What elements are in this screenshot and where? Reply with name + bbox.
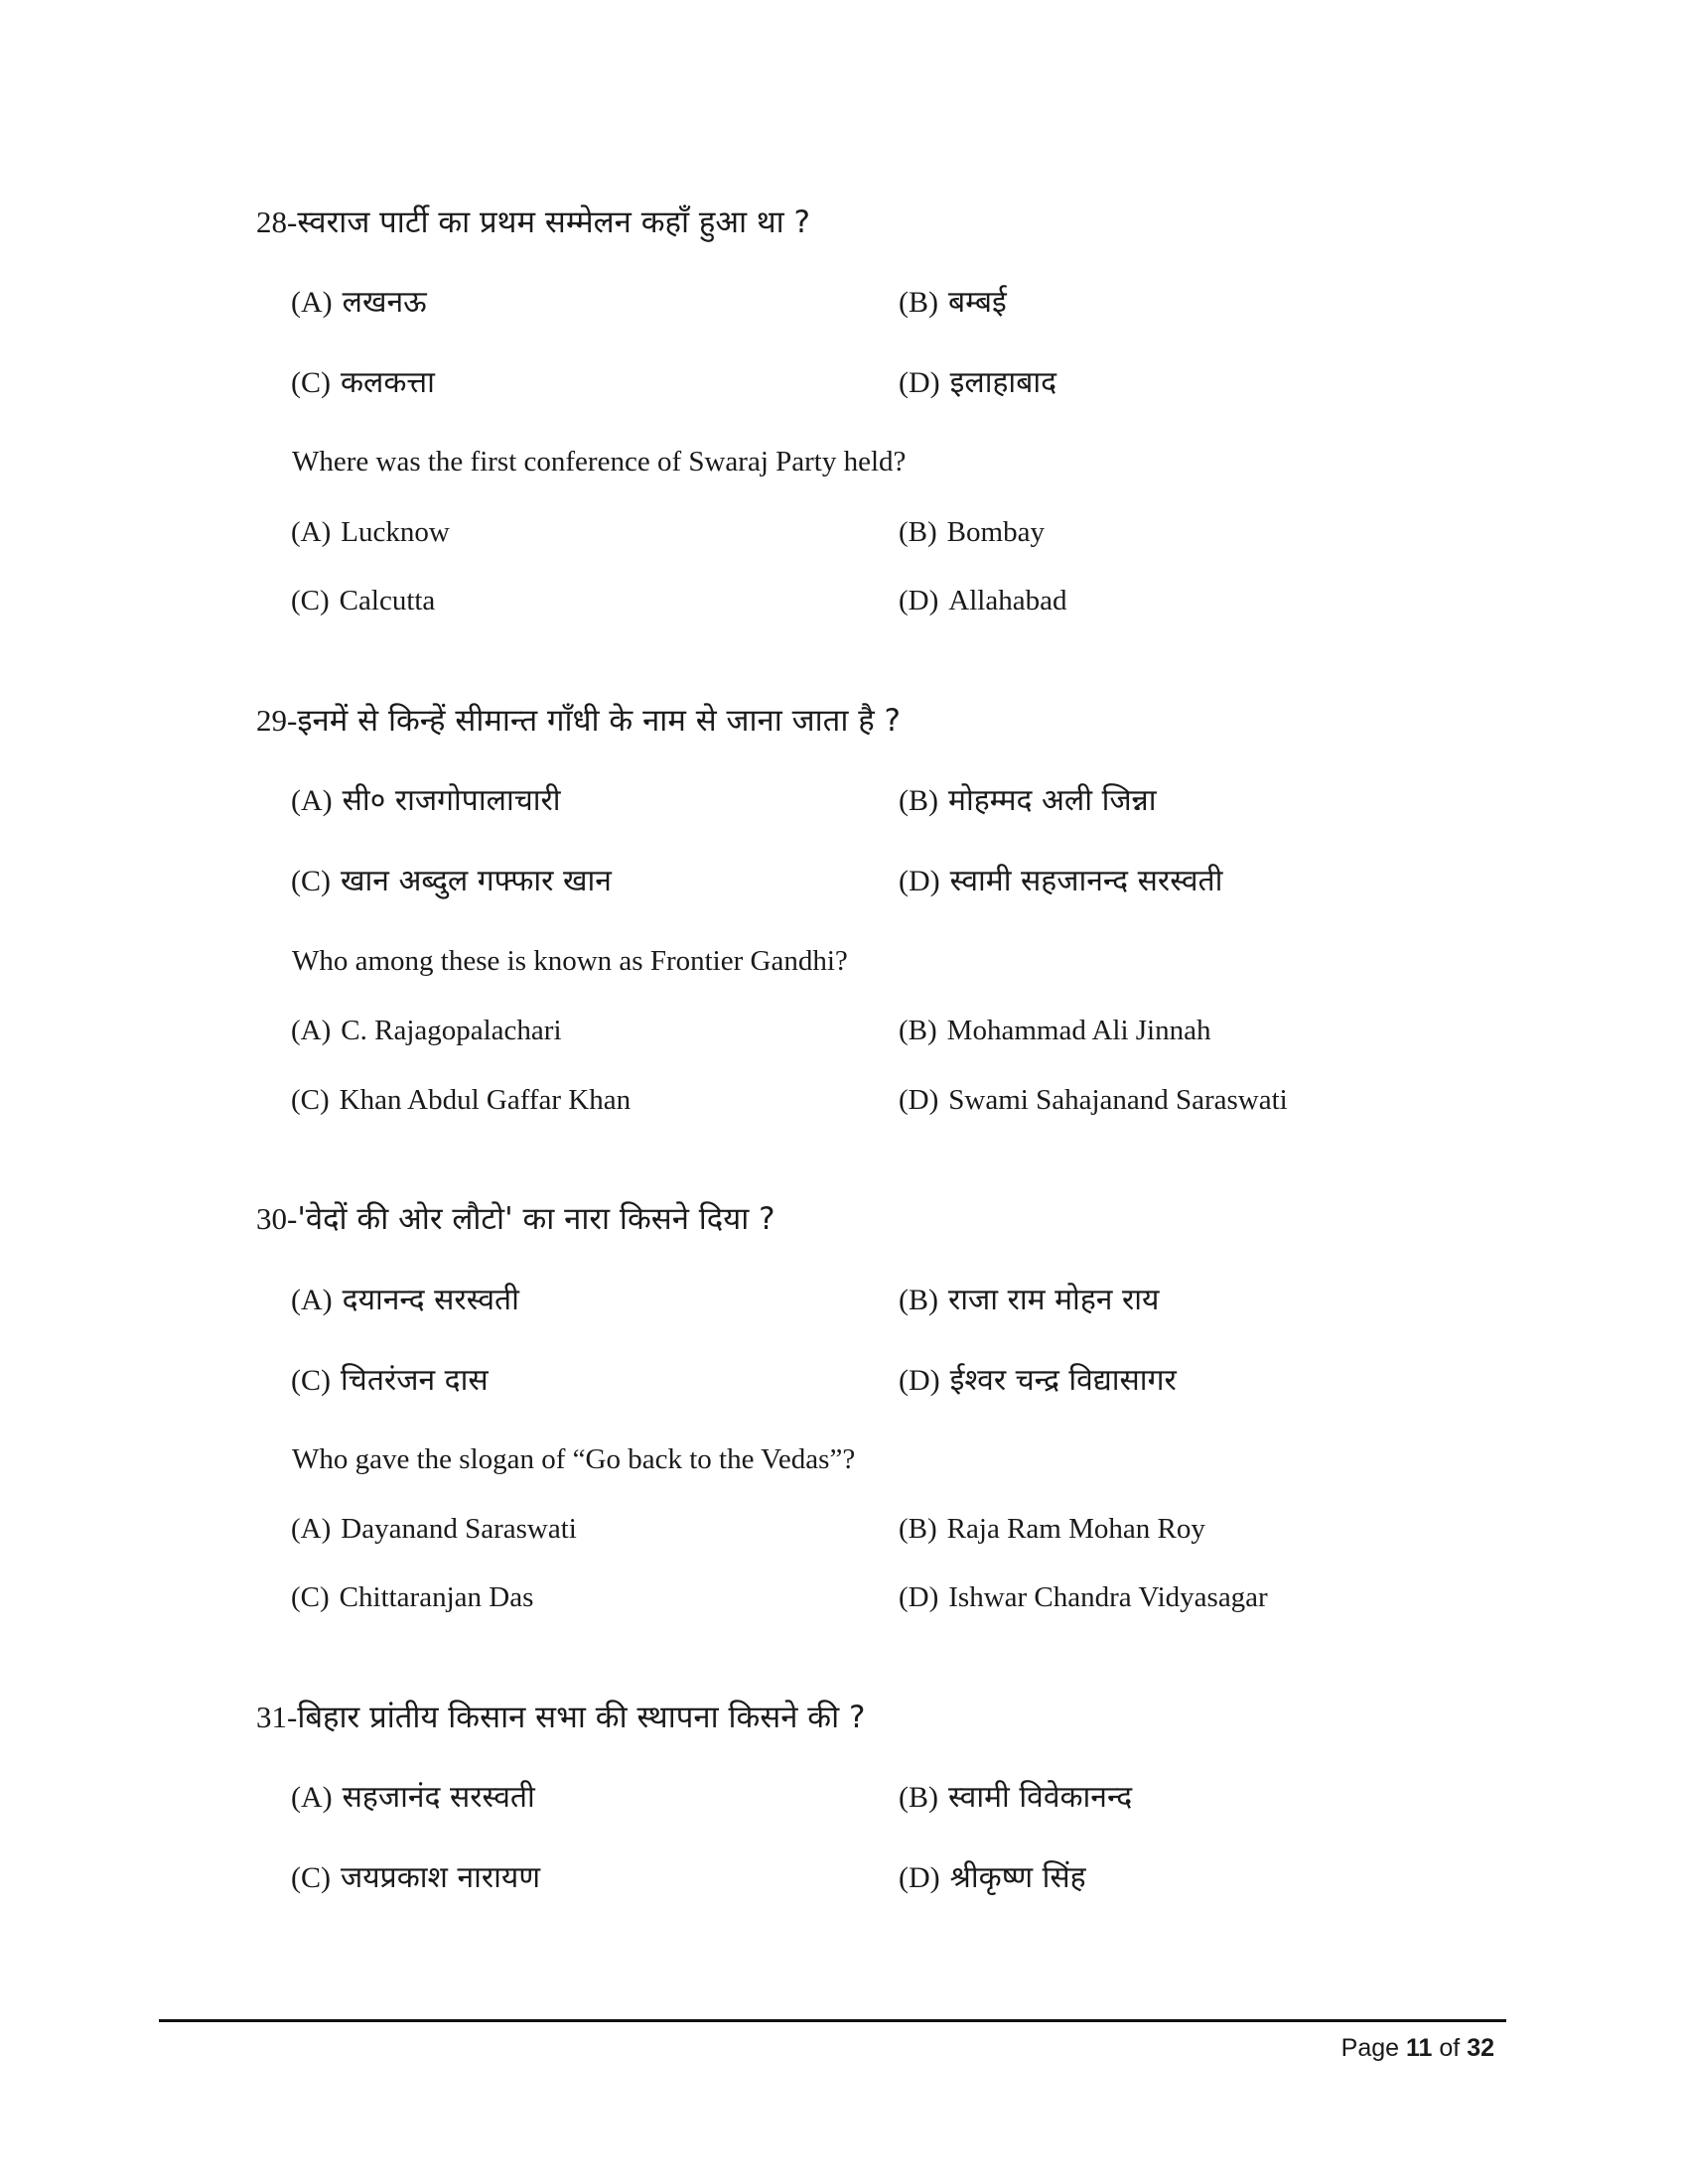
- option-a-english: [291, 1011, 562, 1050]
- option-text: Khan Abdul Gaffar Khan: [339, 1084, 632, 1116]
- option-letter: (C): [291, 1364, 331, 1397]
- option-text: कलकत्ता: [341, 365, 435, 400]
- option-c-hindi: [291, 363, 435, 403]
- option-letter: (B): [899, 286, 938, 319]
- option-b-hindi: [899, 1281, 1159, 1320]
- page-total: 32: [1467, 2034, 1494, 2062]
- option-text: Raja Ram Mohan Roy: [946, 1513, 1205, 1545]
- option-d-english: [899, 581, 1066, 620]
- option-letter: (A): [291, 286, 333, 319]
- option-letter: (B): [899, 784, 938, 817]
- option-letter: (C): [291, 1861, 331, 1894]
- option-text: खान अब्दुल गफ्फार खान: [341, 864, 612, 898]
- option-c-english: [291, 1080, 631, 1120]
- option-text: C. Rajagopalachari: [341, 1015, 562, 1046]
- option-text: Dayanand Saraswati: [341, 1513, 577, 1545]
- question-text: 'वेदों की ओर लौटो' का नारा किसने दिया ?: [297, 1201, 775, 1237]
- option-letter: (B): [899, 1513, 937, 1545]
- option-a-hindi: [291, 1778, 535, 1818]
- option-text: Allahabad: [948, 585, 1067, 616]
- option-d-hindi: [899, 1361, 1177, 1401]
- option-a-hindi: [291, 781, 561, 821]
- option-text: श्रीकृष्ण सिंह: [949, 1860, 1086, 1895]
- footer-divider: [159, 2019, 1506, 2022]
- option-c-hindi: [291, 862, 612, 901]
- option-a-hindi: [291, 1281, 519, 1320]
- option-letter: (D): [899, 366, 940, 399]
- question-30-hindi: [256, 1199, 775, 1239]
- option-letter: (D): [899, 1861, 940, 1894]
- question-29-english: Who among these is known as Frontier Gandhi?: [292, 945, 848, 977]
- option-letter: (C): [291, 865, 331, 897]
- option-b-hindi: [899, 1778, 1132, 1818]
- option-d-english: [899, 1577, 1268, 1617]
- option-text: जयप्रकाश नारायण: [341, 1860, 541, 1895]
- option-letter: (C): [291, 585, 330, 616]
- question-30-english: Who gave the slogan of “Go back to the Vedas”?: [292, 1443, 856, 1475]
- option-c-english: [291, 581, 435, 620]
- option-letter: (A): [291, 1015, 332, 1046]
- option-text: Swami Sahajanand Saraswati: [948, 1084, 1288, 1116]
- option-text: इलाहाबाद: [949, 365, 1057, 400]
- option-letter: (C): [291, 1084, 330, 1116]
- option-text: स्वामी विवेकानन्द: [948, 1780, 1133, 1815]
- option-b-english: [899, 1509, 1205, 1549]
- option-c-hindi: [291, 1858, 540, 1898]
- option-text: Chittaranjan Das: [339, 1581, 534, 1613]
- option-letter: (A): [291, 1781, 333, 1814]
- option-b-english: [899, 1011, 1211, 1050]
- question-number: 28-: [256, 205, 298, 239]
- option-text: Bombay: [946, 516, 1045, 548]
- question-text: स्वराज पार्टी का प्रथम सम्मेलन कहाँ हुआ था ?: [297, 205, 810, 240]
- option-d-english: [899, 1080, 1288, 1120]
- question-28-hindi: [256, 203, 810, 242]
- option-letter: (A): [291, 784, 333, 817]
- question-number: 30-: [256, 1201, 298, 1236]
- option-a-hindi: [291, 283, 427, 323]
- option-d-hindi: [899, 363, 1056, 403]
- option-text: स्वामी सहजानन्द सरस्वती: [949, 864, 1223, 898]
- option-letter: (A): [291, 516, 332, 548]
- option-text: Lucknow: [341, 516, 450, 548]
- option-letter: (D): [899, 865, 940, 897]
- option-text: सहजानंद सरस्वती: [342, 1780, 535, 1815]
- option-a-english: [291, 512, 450, 552]
- page-current: 11: [1405, 2034, 1433, 2062]
- option-text: राजा राम मोहन राय: [948, 1283, 1160, 1317]
- option-letter: (B): [899, 1284, 938, 1316]
- question-text: बिहार प्रांतीय किसान सभा की स्थापना किसने की ?: [297, 1700, 866, 1735]
- question-number: 31-: [256, 1700, 298, 1734]
- option-text: चितरंजन दास: [341, 1363, 489, 1398]
- option-text: ईश्वर चन्द्र विद्यासागर: [949, 1363, 1177, 1398]
- option-c-hindi: [291, 1361, 489, 1401]
- question-29-hindi: [256, 701, 901, 741]
- option-text: Mohammad Ali Jinnah: [946, 1015, 1211, 1046]
- question-28-english: Where was the first conference of Swaraj Party held?: [292, 446, 907, 478]
- option-letter: (D): [899, 585, 939, 616]
- option-letter: (C): [291, 366, 331, 399]
- option-letter: (A): [291, 1513, 332, 1545]
- question-31-hindi: [256, 1698, 865, 1737]
- option-letter: (D): [899, 1364, 940, 1397]
- option-text: सी० राजगोपालाचारी: [342, 783, 561, 818]
- option-a-english: [291, 1509, 577, 1549]
- option-b-hindi: [899, 283, 1007, 323]
- question-number: 29-: [256, 703, 298, 738]
- option-text: लखनऊ: [342, 285, 427, 320]
- option-text: Calcutta: [339, 585, 436, 616]
- option-b-english: [899, 512, 1045, 552]
- option-letter: (B): [899, 1015, 937, 1046]
- option-text: Ishwar Chandra Vidyasagar: [948, 1581, 1268, 1613]
- option-text: दयानन्द सरस्वती: [342, 1283, 519, 1317]
- option-letter: (B): [899, 1781, 938, 1814]
- question-text: इनमें से किन्हें सीमान्त गाँधी के नाम से जाना जाता है ?: [297, 703, 901, 739]
- option-text: मोहम्मद अली जिन्ना: [948, 783, 1157, 818]
- option-text: बम्बई: [948, 285, 1007, 320]
- option-letter: (B): [899, 516, 937, 548]
- option-letter: (C): [291, 1581, 330, 1613]
- option-letter: (A): [291, 1284, 333, 1316]
- page-of: of: [1439, 2034, 1461, 2062]
- option-d-hindi: [899, 1858, 1086, 1898]
- page-prefix: Page: [1340, 2034, 1400, 2062]
- option-letter: (D): [899, 1084, 939, 1116]
- page-number: [1341, 2032, 1494, 2064]
- option-letter: (D): [899, 1581, 939, 1613]
- option-d-hindi: [899, 862, 1222, 901]
- option-b-hindi: [899, 781, 1156, 821]
- option-c-english: [291, 1577, 533, 1617]
